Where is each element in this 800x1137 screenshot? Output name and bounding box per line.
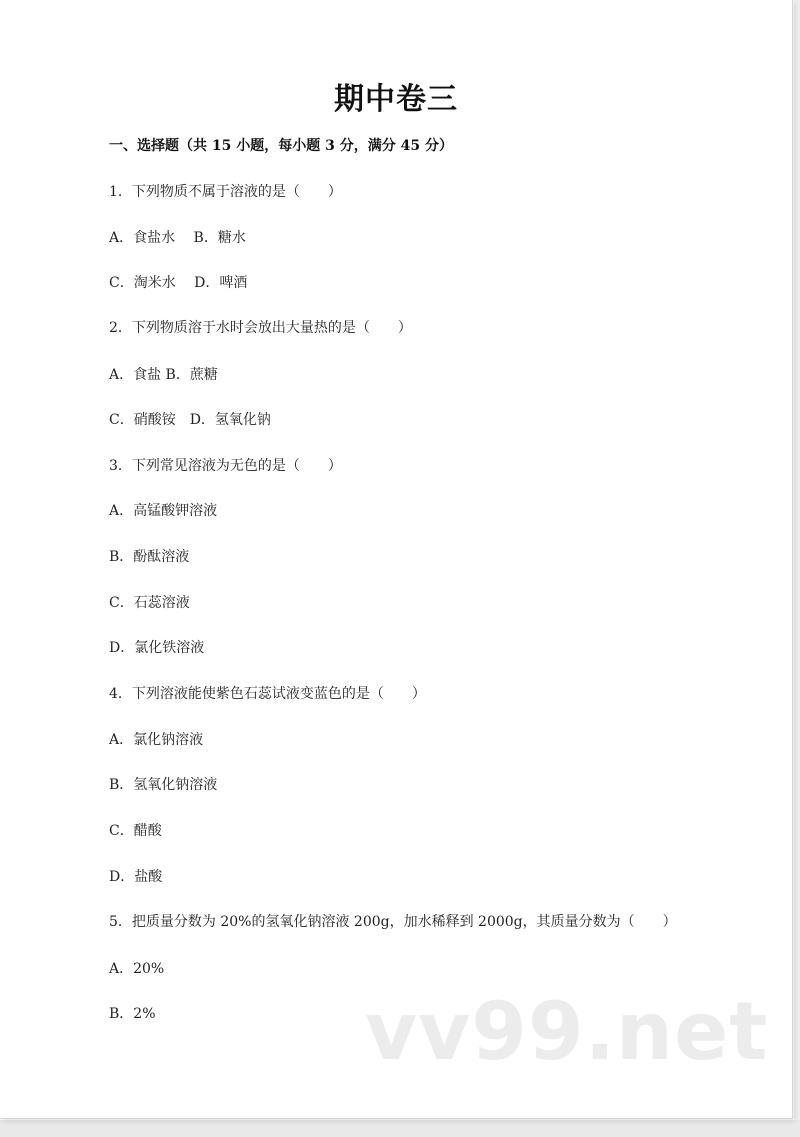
question-1-options-cd: C．淘米水 D．啤酒 [109,275,248,291]
question-5: 5．把质量分数为 20%的氢氧化钠溶液 200g，加水稀释到 2000g，其质量分数为（ ） [109,914,677,930]
question-3-option-c: C．石蕊溶液 [109,595,190,611]
question-2-options-ab: A．食盐 B．蔗糖 [109,367,218,383]
question-2-options-cd: C．硝酸铵 D．氢氧化钠 [109,412,271,428]
viewer-background-right [794,0,800,1137]
question-5-option-b: B．2% [109,1006,156,1022]
page-title: 期中卷三 [334,82,458,117]
question-1-options-ab: A．食盐水 B．糖水 [109,230,246,246]
question-4-option-b: B．氢氧化钠溶液 [109,777,218,793]
section-heading: 一、选择题（共 15 小题，每小题 3 分，满分 45 分） [109,138,453,154]
question-3-option-b: B．酚酞溶液 [109,549,190,565]
question-3-option-d: D．氯化铁溶液 [109,640,205,656]
question-4: 4．下列溶液能使紫色石蕊试液变蓝色的是（ ） [109,686,426,702]
question-2: 2．下列物质溶于水时会放出大量热的是（ ） [109,320,412,336]
question-4-option-c: C．醋酸 [109,823,162,839]
question-1: 1．下列物质不属于溶液的是（ ） [109,184,342,200]
question-4-option-d: D．盐酸 [109,869,163,885]
question-4-option-a: A．氯化钠溶液 [109,732,204,748]
question-3: 3．下列常见溶液为无色的是（ ） [109,458,342,474]
viewer-background-bottom [0,1120,800,1137]
question-3-option-a: A．高锰酸钾溶液 [109,503,218,519]
question-5-option-a: A．20% [109,961,165,977]
watermark: vv99.net [365,985,769,1078]
